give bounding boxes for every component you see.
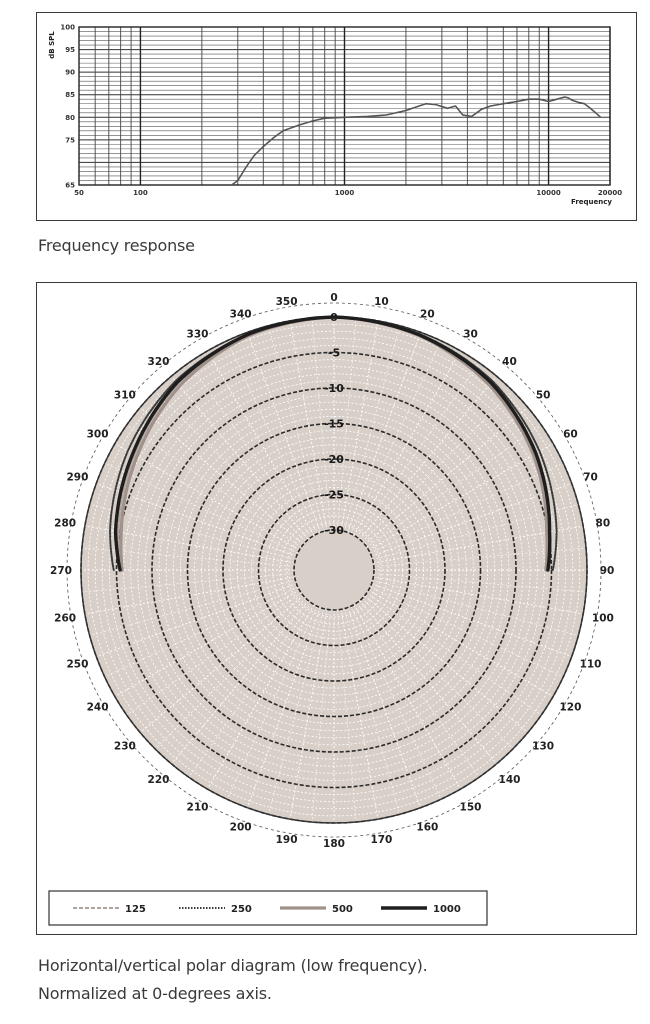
polar-angle-label: 70	[583, 471, 598, 484]
polar-radial-label: -25	[324, 488, 344, 502]
polar-angle-label: 10	[374, 296, 389, 309]
polar-radial-label: -30	[324, 524, 344, 537]
freq-y-tick-label: 100	[60, 23, 75, 32]
polar-angle-label: 160	[416, 821, 439, 834]
polar-angle-label: 200	[229, 821, 252, 834]
freq-x-axis-label: Frequency	[571, 198, 612, 206]
polar-angle-label: 270	[50, 565, 72, 577]
polar-angle-label: 50	[535, 389, 551, 402]
polar-angle-label: 300	[86, 428, 109, 441]
polar-angle-label: 340	[229, 308, 252, 321]
polar-angle-label: 350	[275, 296, 298, 309]
freq-x-tick-label: 1000	[334, 189, 355, 197]
polar-angle-label: 180	[323, 838, 345, 850]
polar-angle-label: 120	[559, 701, 582, 714]
freq-y-axis-label: dB SPL	[48, 31, 56, 59]
freq-y-tick-label: 75	[65, 136, 75, 145]
freq-x-tick-label: 20000	[597, 189, 623, 197]
polar-angle-label: 250	[66, 658, 89, 671]
frequency-response-caption: Frequency response	[38, 236, 195, 255]
polar-angle-label: 280	[54, 517, 77, 530]
polar-angle-label: 60	[563, 428, 578, 441]
polar-angle-label: 190	[275, 833, 298, 846]
polar-angle-label: 90	[599, 565, 615, 577]
polar-angle-label: 80	[595, 517, 611, 530]
polar-diagram-caption-line2: Normalized at 0-degrees axis.	[38, 984, 272, 1003]
polar-angle-label: 330	[186, 328, 209, 341]
polar-radial-label: -20	[324, 453, 344, 466]
polar-angle-label: 290	[66, 471, 89, 484]
polar-angle-label: 310	[113, 389, 136, 402]
polar-angle-label: 230	[113, 740, 136, 753]
freq-y-tick-label: 65	[65, 181, 75, 190]
polar-legend-label-1000: 1000	[433, 904, 461, 915]
freq-response-line	[232, 97, 601, 185]
frequency-response-chart	[36, 12, 637, 221]
freq-y-tick-label: 95	[65, 46, 75, 55]
freq-x-tick-label: 100	[133, 189, 148, 197]
polar-angle-label: 130	[532, 740, 555, 753]
polar-diagram-plot	[37, 283, 638, 936]
freq-y-tick-label: 90	[65, 68, 75, 77]
polar-angle-label: 170	[370, 833, 393, 846]
polar-angle-label: 30	[463, 328, 478, 341]
polar-legend-label-250: 250	[231, 904, 252, 915]
polar-angle-label: 140	[498, 774, 521, 787]
polar-angle-label: 20	[420, 308, 435, 321]
freq-y-tick-label: 80	[65, 113, 75, 122]
polar-diagram-caption-line1: Horizontal/vertical polar diagram (low frequency).	[38, 956, 428, 975]
polar-angle-label: 100	[591, 612, 614, 625]
polar-legend	[49, 891, 487, 925]
polar-legend-label-500: 500	[332, 904, 353, 915]
freq-y-tick-label: 85	[65, 91, 75, 100]
polar-angle-label: 320	[147, 355, 170, 368]
freq-grid	[79, 27, 610, 185]
freq-x-tick-label: 50	[74, 189, 84, 197]
polar-angle-label: 0	[330, 292, 338, 304]
polar-radial-label: -15	[324, 417, 344, 431]
polar-legend-label-125: 125	[125, 904, 146, 915]
polar-radial-label: -10	[324, 382, 344, 395]
polar-angle-label: 220	[147, 774, 170, 787]
polar-angle-label: 240	[86, 701, 109, 714]
polar-radial-label: 0	[330, 311, 338, 324]
polar-radial-label: -5	[327, 346, 341, 360]
freq-x-tick-label: 10000	[536, 189, 561, 197]
polar-angle-label: 150	[459, 801, 482, 814]
polar-angle-label: 40	[502, 355, 517, 368]
polar-diagram-chart	[36, 282, 637, 935]
polar-angle-label: 260	[54, 612, 77, 625]
polar-angle-label: 210	[186, 801, 209, 814]
frequency-response-plot	[37, 13, 638, 222]
polar-angle-label: 110	[579, 658, 602, 671]
